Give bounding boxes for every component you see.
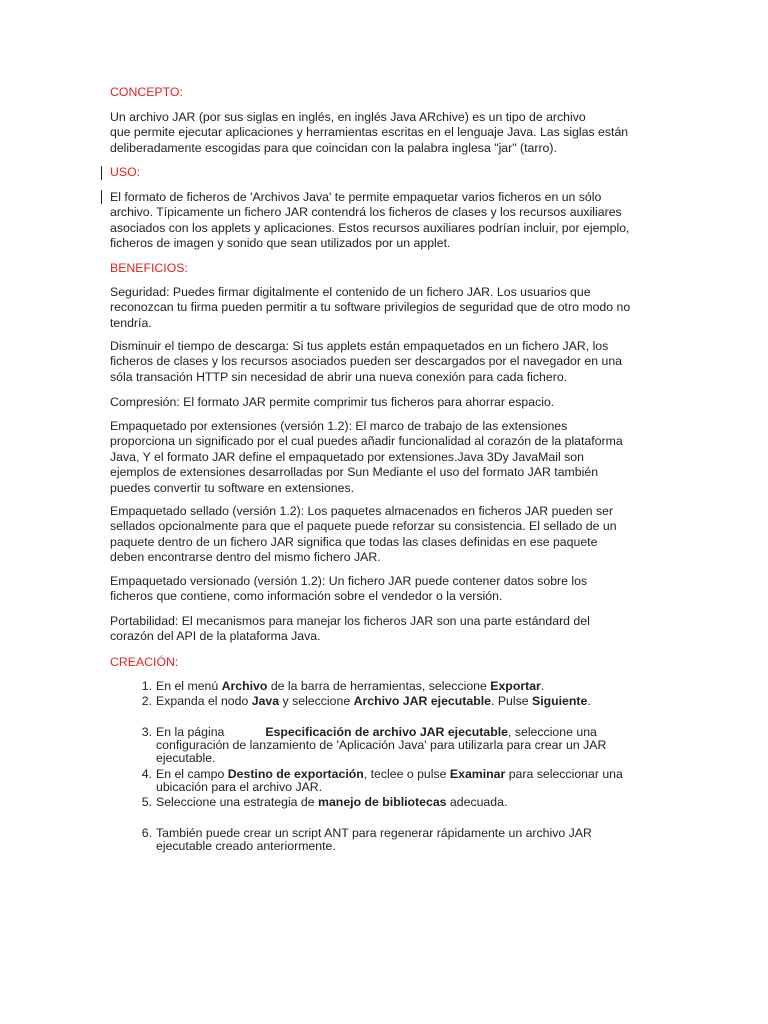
paragraph-concepto: [110, 110, 628, 156]
heading-uso: USO:: [110, 165, 141, 179]
text-line: ejemplos de extensiones desarrolladas por Sun Mediante el uso del formato JAR también: [110, 465, 599, 480]
text-line: Disminuir el tiempo de descarga: Si tus applets están empaquetados en un fichero JAR, los: [110, 339, 609, 353]
text-line: [156, 840, 592, 853]
heading-concepto: CONCEPTO:: [110, 85, 183, 99]
text-line: deliberadamente escogidas para que coincidan con la palabra inglesa "jar" (tarro).: [110, 140, 557, 155]
paragraph-beneficio: [110, 614, 590, 645]
text-line: Compresión: El formato JAR permite comprimir tus ficheros para ahorrar espacio.: [110, 395, 555, 409]
text-line: tendría.: [110, 315, 152, 330]
list-item-text: [156, 768, 623, 794]
paragraph-beneficio: [110, 339, 622, 385]
list-item-text: [156, 680, 544, 693]
text-segment: configuración de lanzamiento de 'Aplicación Java' para utilizarla para crear un JAR: [156, 738, 607, 752]
text-line: [156, 739, 606, 752]
text-line: Empaquetado sellado (versión 1.2): Los paquetes almacenados en ficheros JAR pueden ser: [110, 504, 614, 518]
text-segment: y seleccione: [279, 694, 354, 708]
paragraph-uso: [110, 190, 629, 252]
text-segment: , seleccione una: [508, 725, 597, 739]
text-line: que permite ejecutar aplicaciones y herramientas escritas en el lenguaje Java. Las siglas están: [110, 125, 629, 140]
text-line: puedes convertir tu software en extensiones.: [110, 480, 355, 495]
text-line: ficheros que contiene, como información sobre el vendedor o la versión.: [110, 589, 503, 604]
text-line: [156, 695, 591, 708]
text-segment: para seleccionar una: [505, 767, 623, 781]
heading-creacion: CREACIÓN:: [110, 655, 179, 669]
text-segment: Seleccione una estrategia de: [156, 795, 319, 809]
text-segment: adecuada.: [446, 795, 508, 809]
text-line: sellados opcionalmente para que el paquete puede reforzar su consistencia. El sellado de un: [110, 519, 617, 534]
bold-term: manejo de bibliotecas: [318, 795, 447, 809]
bold-term: Examinar: [449, 767, 506, 781]
text-line: Un archivo JAR (por sus siglas en inglés, en inglés Java ARchive) es un tipo de archivo: [110, 110, 586, 124]
bold-term: Siguiente: [532, 694, 588, 708]
text-segment: En el menú: [156, 679, 222, 693]
paragraph-beneficio: [110, 504, 617, 566]
paragraph-beneficio: [110, 285, 630, 331]
paragraph-beneficio: [110, 574, 587, 605]
bold-term: Destino de exportación: [227, 767, 364, 781]
text-line: Empaquetado versionado (versión 1.2): Un fichero JAR puede contener datos sobre los: [110, 574, 588, 588]
bold-term: Java: [251, 694, 280, 708]
text-segment: .: [540, 679, 545, 693]
list-number: 1.: [141, 679, 152, 693]
text-line: ficheros de clases y los recursos asociados pueden ser descargados por el navegador en una: [110, 354, 622, 369]
text-line: [156, 781, 623, 794]
text-cursor-marker: [101, 166, 102, 180]
text-line: ficheros de imagen y sonido que sean utilizados por un applet.: [110, 236, 451, 251]
text-segment: Expanda el nodo: [156, 694, 252, 708]
text-line: reconozcan tu firma pueden permitir a tu software privilegios de seguridad que de otro modo no: [110, 300, 631, 315]
bold-term: Archivo JAR ejecutable: [353, 694, 491, 708]
text-segment: de la barra de herramientas, seleccione: [267, 679, 491, 693]
text-line: asociados con los applets y aplicaciones. Estos recursos auxiliares podrían incluir, por ejemplo,: [110, 220, 630, 235]
text-line: [156, 796, 507, 809]
text-line: paquete dentro de un fichero JAR significa que todas las clases definidas en ese paquete: [110, 534, 598, 549]
text-cursor-marker: [101, 190, 102, 204]
list-item-text: [156, 827, 592, 853]
text-segment: , teclee o pulse: [363, 767, 450, 781]
text-line: [156, 680, 544, 693]
bold-term: Especificación de archivo JAR ejecutable: [265, 725, 508, 739]
text-line: El formato de ficheros de 'Archivos Java' te permite empaquetar varios ficheros en un sólo: [110, 190, 602, 204]
bold-term: Exportar: [490, 679, 541, 693]
heading-beneficios: BENEFICIOS:: [110, 261, 188, 275]
paragraph-beneficio: [110, 419, 623, 496]
text-segment: En el campo: [156, 767, 228, 781]
text-segment: ejecutable.: [156, 751, 216, 765]
text-line: [156, 752, 606, 765]
text-line: Empaquetado por extensiones (versión 1.2): El marco de trabajo de las extensiones: [110, 419, 568, 433]
text-segment: ejecutable creado anteriormente.: [156, 839, 336, 853]
paragraph-beneficio: [110, 395, 554, 410]
list-number: 5.: [141, 795, 152, 809]
list-item-text: [156, 695, 591, 708]
text-segment: En la página: [156, 725, 266, 739]
text-segment: .: [587, 694, 591, 708]
text-segment: También puede crear un script ANT para regenerar rápidamente un archivo JAR: [156, 826, 592, 840]
text-line: archivo. Típicamente un fichero JAR contendrá los ficheros de clases y los recursos auxiliares: [110, 205, 622, 220]
text-line: Java, Y el formato JAR define el empaquetado por extensiones.Java 3Dy JavaMail son: [110, 449, 584, 464]
list-number: 3.: [141, 725, 152, 739]
list-item-text: [156, 796, 507, 809]
list-item-text: [156, 726, 606, 765]
text-line: corazón del API de la plataforma Java.: [110, 629, 321, 644]
text-segment: . Pulse: [490, 694, 532, 708]
text-line: Seguridad: Puedes firmar digitalmente el contenido de un fichero JAR. Los usuarios que: [110, 285, 591, 299]
text-segment: ubicación para el archivo JAR.: [156, 780, 323, 794]
bold-term: Archivo: [221, 679, 268, 693]
list-number: 4.: [141, 767, 152, 781]
text-line: proporciona un significado por el cual puedes añadir funcionalidad al corazón de la plataforma: [110, 434, 623, 449]
list-number: 2.: [141, 694, 152, 708]
text-line: deben encontrarse dentro del mismo fichero JAR.: [110, 550, 381, 565]
list-number: 6.: [141, 826, 152, 840]
text-line: Portabilidad: El mecanismos para manejar los ficheros JAR son una parte estándard del: [110, 614, 590, 628]
text-line: sóla transación HTTP sin necesidad de abrir una nueva conexión para cada fichero.: [110, 369, 568, 384]
